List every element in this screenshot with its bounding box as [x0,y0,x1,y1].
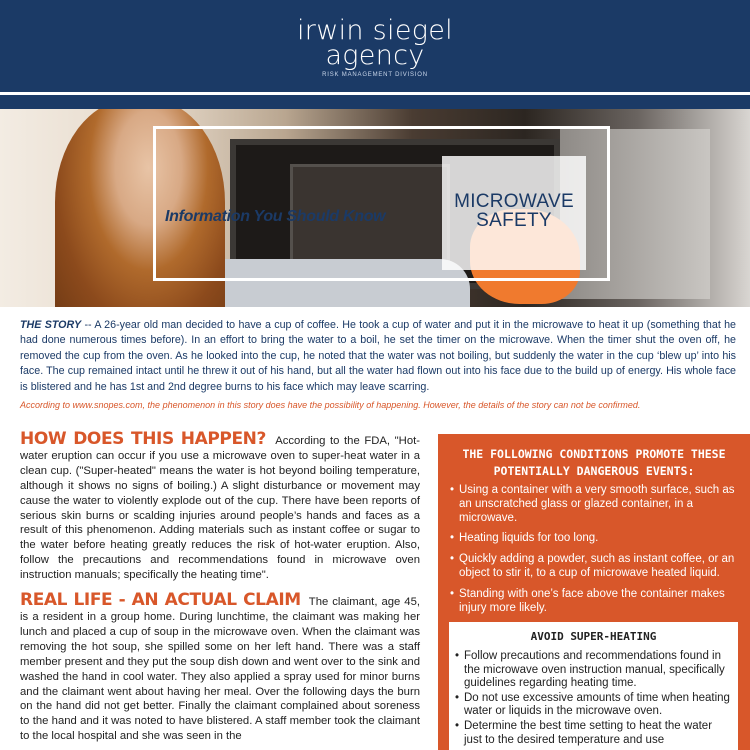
story-text: -- A 26-year old man decided to have a cup of coffee. He took a cup of water and put it in the microwave to heat it up (something that he had done numerous times before). In an effort to bring the water to a boil, he set the timer on the microwave. When the timer shut the oven off, he removed the cup from the oven. As he looked into the cup, he noted that the water was not boiling, but suddenly the water in the cup ‘blew up’ into his face. The cup remained intact until he threw it out of his hand, but all the water had flown out into his face due to the build up of energy. His whole face is blistered and he has 1st and 2nd degree burns to his face which may leave scarring. [20,319,736,393]
header-stripe [0,95,750,109]
story-paragraph [20,318,736,395]
list-item: • Standing with one’s face above the container makes injury more likely. [450,588,740,616]
page-title [442,192,586,230]
claim-section [20,590,421,744]
agency-logo [0,15,750,78]
story-lead: THE STORY [20,319,82,331]
list-item: • Heating liquids for too long. [450,532,740,546]
avoid-list [455,650,733,748]
left-column [20,429,421,750]
avoid-title: AVOID SUPER-HEATING [530,630,657,643]
title-line-2: SAFETY [476,210,552,231]
conditions-list [450,484,740,622]
how-section [20,429,421,583]
list-item: • Using a container with a very smooth surface, such as an unscratched glass or glazed container, in a microwave. [450,484,740,525]
list-item: • Do not use excessive amounts of time when heating water or liquids in the microwave oven. [455,692,733,719]
list-item: • Quickly adding a powder, such as instant coffee, or an object to stir it, to a cup of microwave heated liquid. [450,553,740,581]
source-note: According to www.snopes.com, the phenomenon in this story does have the possibility of happening. However, the details of the story can not be confirmed. [20,400,641,410]
claim-heading: REAL LIFE - AN ACTUAL CLAIM [20,590,301,611]
logo-subtitle: RISK MANAGEMENT DIVISION [322,72,428,78]
title-line-1: MICROWAVE [454,191,574,212]
logo-line-1: irwin siegel [297,15,453,46]
header-banner [0,0,750,92]
claim-text: The claimant, age 45, is a resident in a group home. During lunchtime, the claimant was making her lunch and placed a cup of soup in the microwave oven. When the claimant was removing the hot soup, she spilled some on her left hand. There was a staff member present and they put the soup dish down and went over to the sink and washed the hand in cool water. They also applied a spray used for minor burns and the claimant went about having her meal. Over the following days the burn on the hand did not get better. Finally the claimant complained about soreness to the hand and it was noted to have blistered. A staff member took the claimant to the local hospital and she was seen in the [20,596,421,743]
logo-line-2: agency [325,40,425,71]
how-heading: HOW DOES THIS HAPPEN? [20,429,266,449]
how-text: According to the FDA, "Hot-water eruption can occur if you use a microwave oven to super-heat water in a clean cup. ("Super-heated" means the water is hot beyond boiling temperature, although it shows no signs of boiling.) A slight disturbance or movement may cause the water to violently explode out of the cup. There have been reports of serious skin burns or scalding injuries around people’s hands and faces as a result of this phenomenon. Adding materials such as instant coffee or sugar to the water before heating greatly reduces the risk of hot-water eruption. Also, follow the precautions and recommendations found in microwave oven instruction manuals; specifically the heating time". [20,435,421,582]
list-item: • Determine the best time setting to heat the water just to the desired temperature and use [455,720,733,747]
conditions-title: THE FOLLOWING CONDITIONS PROMOTE THESE POTENTIALLY DANGEROUS EVENTS: [462,447,726,478]
list-item: • Follow precautions and recommendations found in the microwave oven instruction manual, specifically guidelines regarding heating time. [455,650,733,691]
tagline: Information You Should Know [165,208,386,225]
